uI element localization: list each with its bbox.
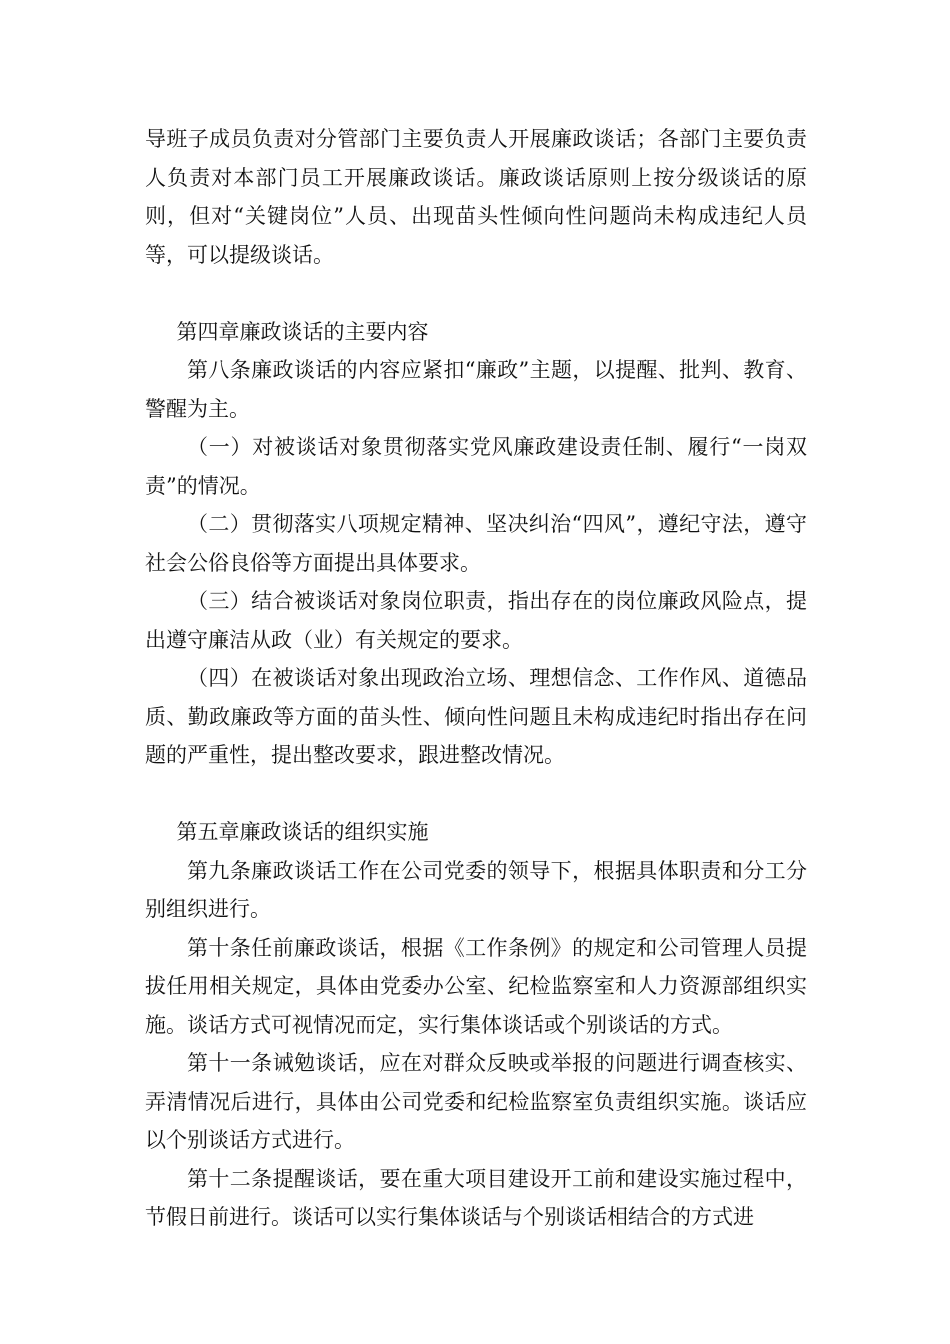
item-1: （一）对被谈话对象贯彻落实党风廉政建设责任制、履行“一岗双责”的情况。 bbox=[145, 435, 807, 498]
article-10: 第十条任前廉政谈话，根据《工作条例》的规定和公司管理人员提拔任用相关规定，具体由党委办公室、纪检监察室和人力资源部组织实施。谈话方式可视情况而定，实行集体谈话或个别谈话的方式。 bbox=[145, 935, 807, 1037]
paragraph-continued: 导班子成员负责对分管部门主要负责人开展廉政谈话；各部门主要负责人负责对本部门员工开展廉政谈话。廉政谈话原则上按分级谈话的原则，但对“关键岗位”人员、出现苗头性倾向性问题尚未构成违纪人员等，可以提级谈话。 bbox=[145, 127, 807, 267]
article-9: 第九条廉政谈话工作在公司党委的领导下，根据具体职责和分工分别组织进行。 bbox=[145, 858, 807, 921]
item-4: （四）在被谈话对象出现政治立场、理想信念、工作作风、道德品质、勤政廉政等方面的苗头性、倾向性问题且未构成违纪时指出存在问题的严重性，提出整改要求，跟进整改情况。 bbox=[145, 666, 807, 767]
article-8: 第八条廉政谈话的内容应紧扣“廉政”主题，以提醒、批判、教育、警醒为主。 bbox=[145, 358, 807, 421]
chapter-heading-5: 第五章廉政谈话的组织实施 bbox=[176, 820, 429, 844]
article-11: 第十一条诫勉谈话，应在对群众反映或举报的问题进行调查核实、弄清情况后进行，具体由公司党委和纪检监察室负责组织实施。谈话应以个别谈话方式进行。 bbox=[145, 1051, 807, 1152]
article-12: 第十二条提醒谈话，要在重大项目建设开工前和建设实施过程中，节假日前进行。谈话可以实行集体谈话与个别谈话相结合的方式进 bbox=[145, 1166, 807, 1229]
item-2: （二）贯彻落实八项规定精神、坚决纠治“四风”，遵纪守法，遵守社会公俗良俗等方面提出具体要求。 bbox=[145, 512, 807, 575]
chapter-heading-4: 第四章廉政谈话的主要内容 bbox=[176, 319, 429, 344]
document-page bbox=[145, 120, 807, 1237]
item-3: （三）结合被谈话对象岗位职责，指出存在的岗位廉政风险点，提出遵守廉洁从政（业）有关规定的要求。 bbox=[145, 589, 807, 652]
